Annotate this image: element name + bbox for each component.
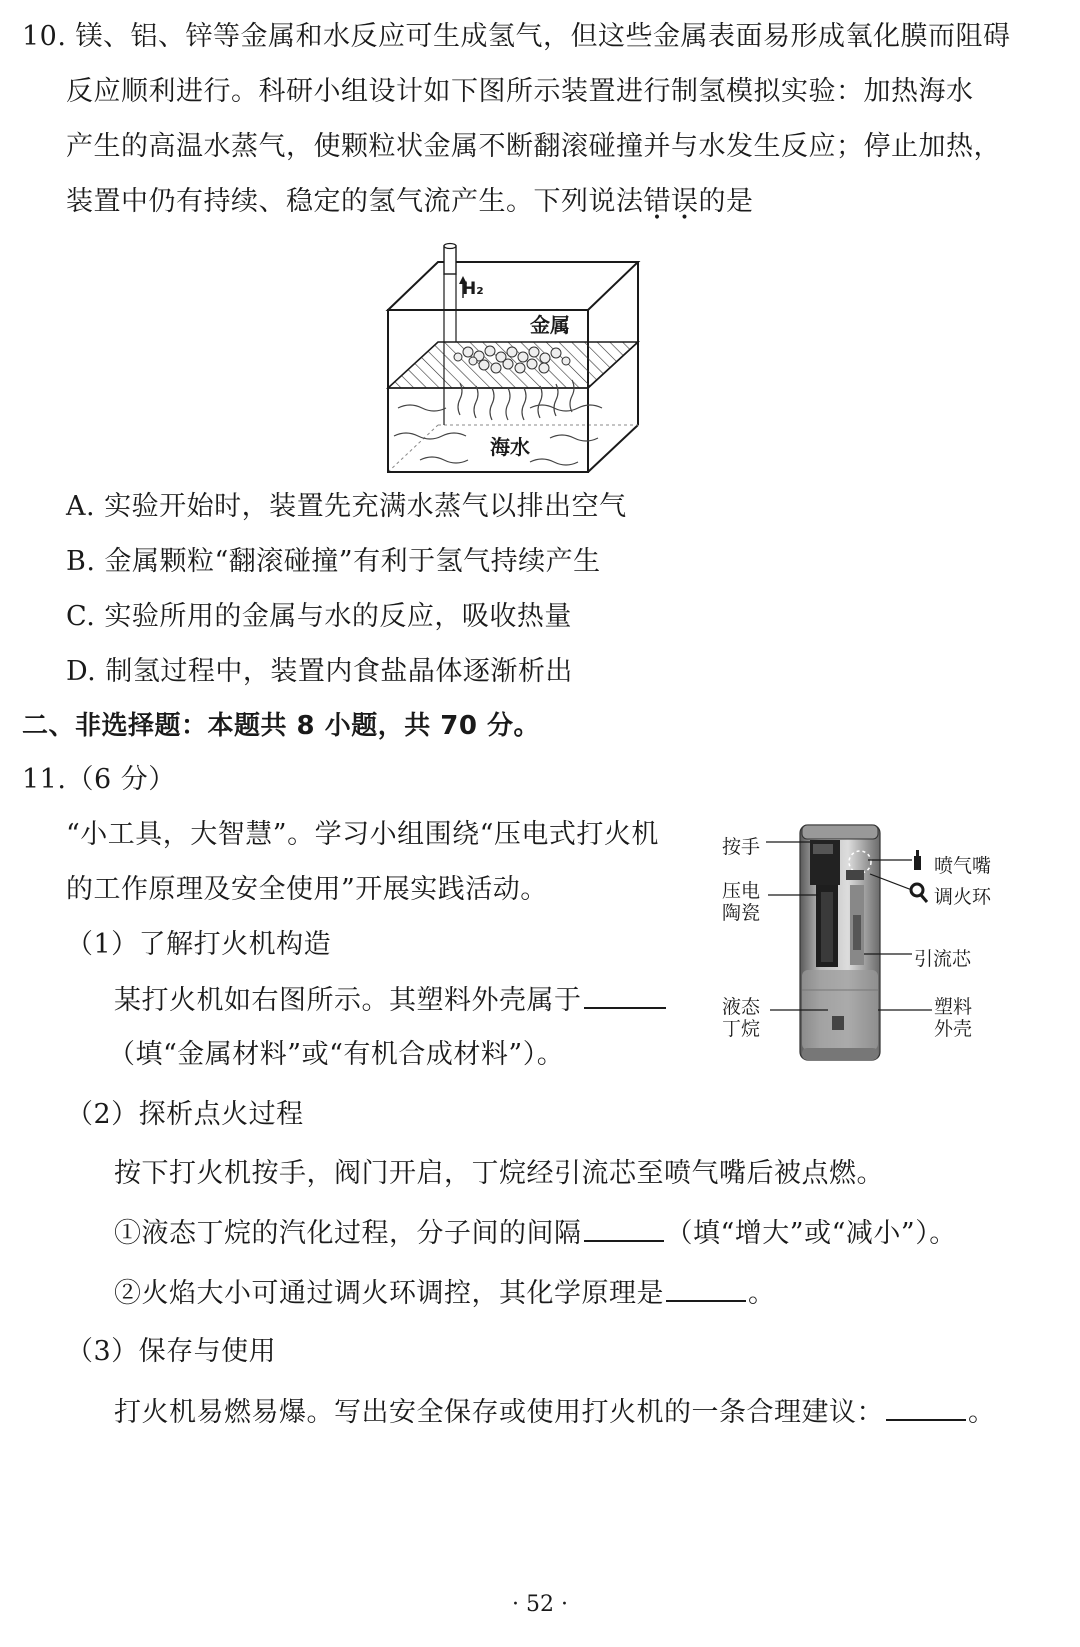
- option-d: D. 制氢过程中，装置内食盐晶体逐渐析出: [66, 656, 573, 687]
- option-b: B. 金属颗粒“翻滚碰撞”有利于氢气持续产生: [66, 546, 601, 577]
- q11-part2-q1: [114, 1216, 957, 1251]
- label-butane-2: 丁烷: [722, 1018, 761, 1040]
- label-ceramic-1: 压电: [722, 880, 761, 902]
- answer-blank-2[interactable]: [584, 1216, 664, 1242]
- q11-intro-1: “小工具，大智慧”。学习小组围绕“压电式打火机: [66, 819, 659, 850]
- q10-line-3: 产生的高温水蒸气，使颗粒状金属不断翻滚碰撞并与水发生反应；停止加热，: [66, 131, 1001, 162]
- label-wick: 引流芯: [914, 948, 972, 970]
- q10-line-4-text: 装置中仍有持续、稳定的氢气流产生。下列说法: [66, 186, 644, 217]
- q11-part2-q2: [114, 1276, 776, 1311]
- q11-part2-title: （2）探析点火过程: [66, 1099, 304, 1130]
- label-shell-1: 塑料: [934, 996, 973, 1018]
- label-ceramic-2: 陶瓷: [722, 902, 761, 924]
- q10-line-2: 反应顺利进行。科研小组设计如下图所示装置进行制氢模拟实验：加热海水: [66, 76, 974, 107]
- label-shell-2: 外壳: [934, 1018, 973, 1040]
- q10-line-4: [66, 185, 754, 219]
- seawater-label: 海水: [490, 435, 530, 459]
- nozzle-icon: [914, 850, 921, 870]
- emphasis-char-2: 误: [671, 186, 699, 217]
- page-number: · 52 ·: [512, 1592, 568, 1617]
- q11-part2-text: 按下打火机按手，阀门开启，丁烷经引流芯至喷气嘴后被点燃。: [114, 1158, 884, 1189]
- label-butane-1: 液态: [722, 996, 761, 1018]
- emphasis-char-1: 错: [643, 186, 671, 217]
- q11-part1-text-body: 某打火机如右图所示。其塑料外壳属于: [114, 985, 582, 1016]
- q11-part3-text-body: 打火机易燃易爆。写出安全保存或使用打火机的一条合理建议：: [114, 1397, 884, 1428]
- metal-label: 金属: [530, 313, 570, 337]
- q11-part1-title: （1）了解打火机构造: [66, 929, 332, 960]
- q11-part1-text: [114, 983, 668, 1018]
- q11-part2-q2-tail: 。: [748, 1278, 776, 1309]
- q10-line-4-tail: 的是: [698, 186, 754, 217]
- q11-part2-q1-tail: （填“增大”或“减小”）。: [665, 1218, 957, 1249]
- q11-part2-q2-text: ②火焰大小可通过调火环调控，其化学原理是: [114, 1278, 664, 1309]
- q10-line-1: 10. 镁、铝、锌等金属和水反应可生成氢气，但这些金属表面易形成氧化膜而阻碍: [22, 21, 1011, 52]
- q11-part2-q1-text: ①液态丁烷的汽化过程，分子间的间隔: [114, 1218, 582, 1249]
- option-c: C. 实验所用的金属与水的反应，吸收热量: [66, 601, 572, 632]
- section-heading: 二、非选择题：本题共 8 小题，共 70 分。: [22, 711, 540, 741]
- q11-part3-text: [114, 1395, 996, 1430]
- label-button: 按手: [722, 836, 761, 858]
- q11-part3-tail: 。: [968, 1397, 996, 1428]
- label-ring: 调火环: [934, 886, 992, 908]
- answer-blank-3[interactable]: [666, 1276, 746, 1302]
- magnifier-icon: [911, 884, 927, 902]
- answer-blank-4[interactable]: [886, 1395, 966, 1421]
- q11-header: 11.（6 分）: [22, 764, 176, 795]
- answer-blank-1[interactable]: [584, 983, 666, 1009]
- lighter-figure: [718, 820, 1008, 1070]
- q11-part3-title: （3）保存与使用: [66, 1336, 277, 1367]
- hydrogen-apparatus-figure: [380, 240, 650, 480]
- option-a: A. 实验开始时，装置先充满水蒸气以排出空气: [66, 491, 627, 522]
- label-nozzle: 喷气嘴: [934, 855, 992, 877]
- q11-intro-2: 的工作原理及安全使用”开展实践活动。: [66, 874, 548, 905]
- h2-label: H₂: [462, 279, 484, 299]
- q11-part1-hint: （填“金属材料”或“有机合成材料”）。: [108, 1039, 565, 1070]
